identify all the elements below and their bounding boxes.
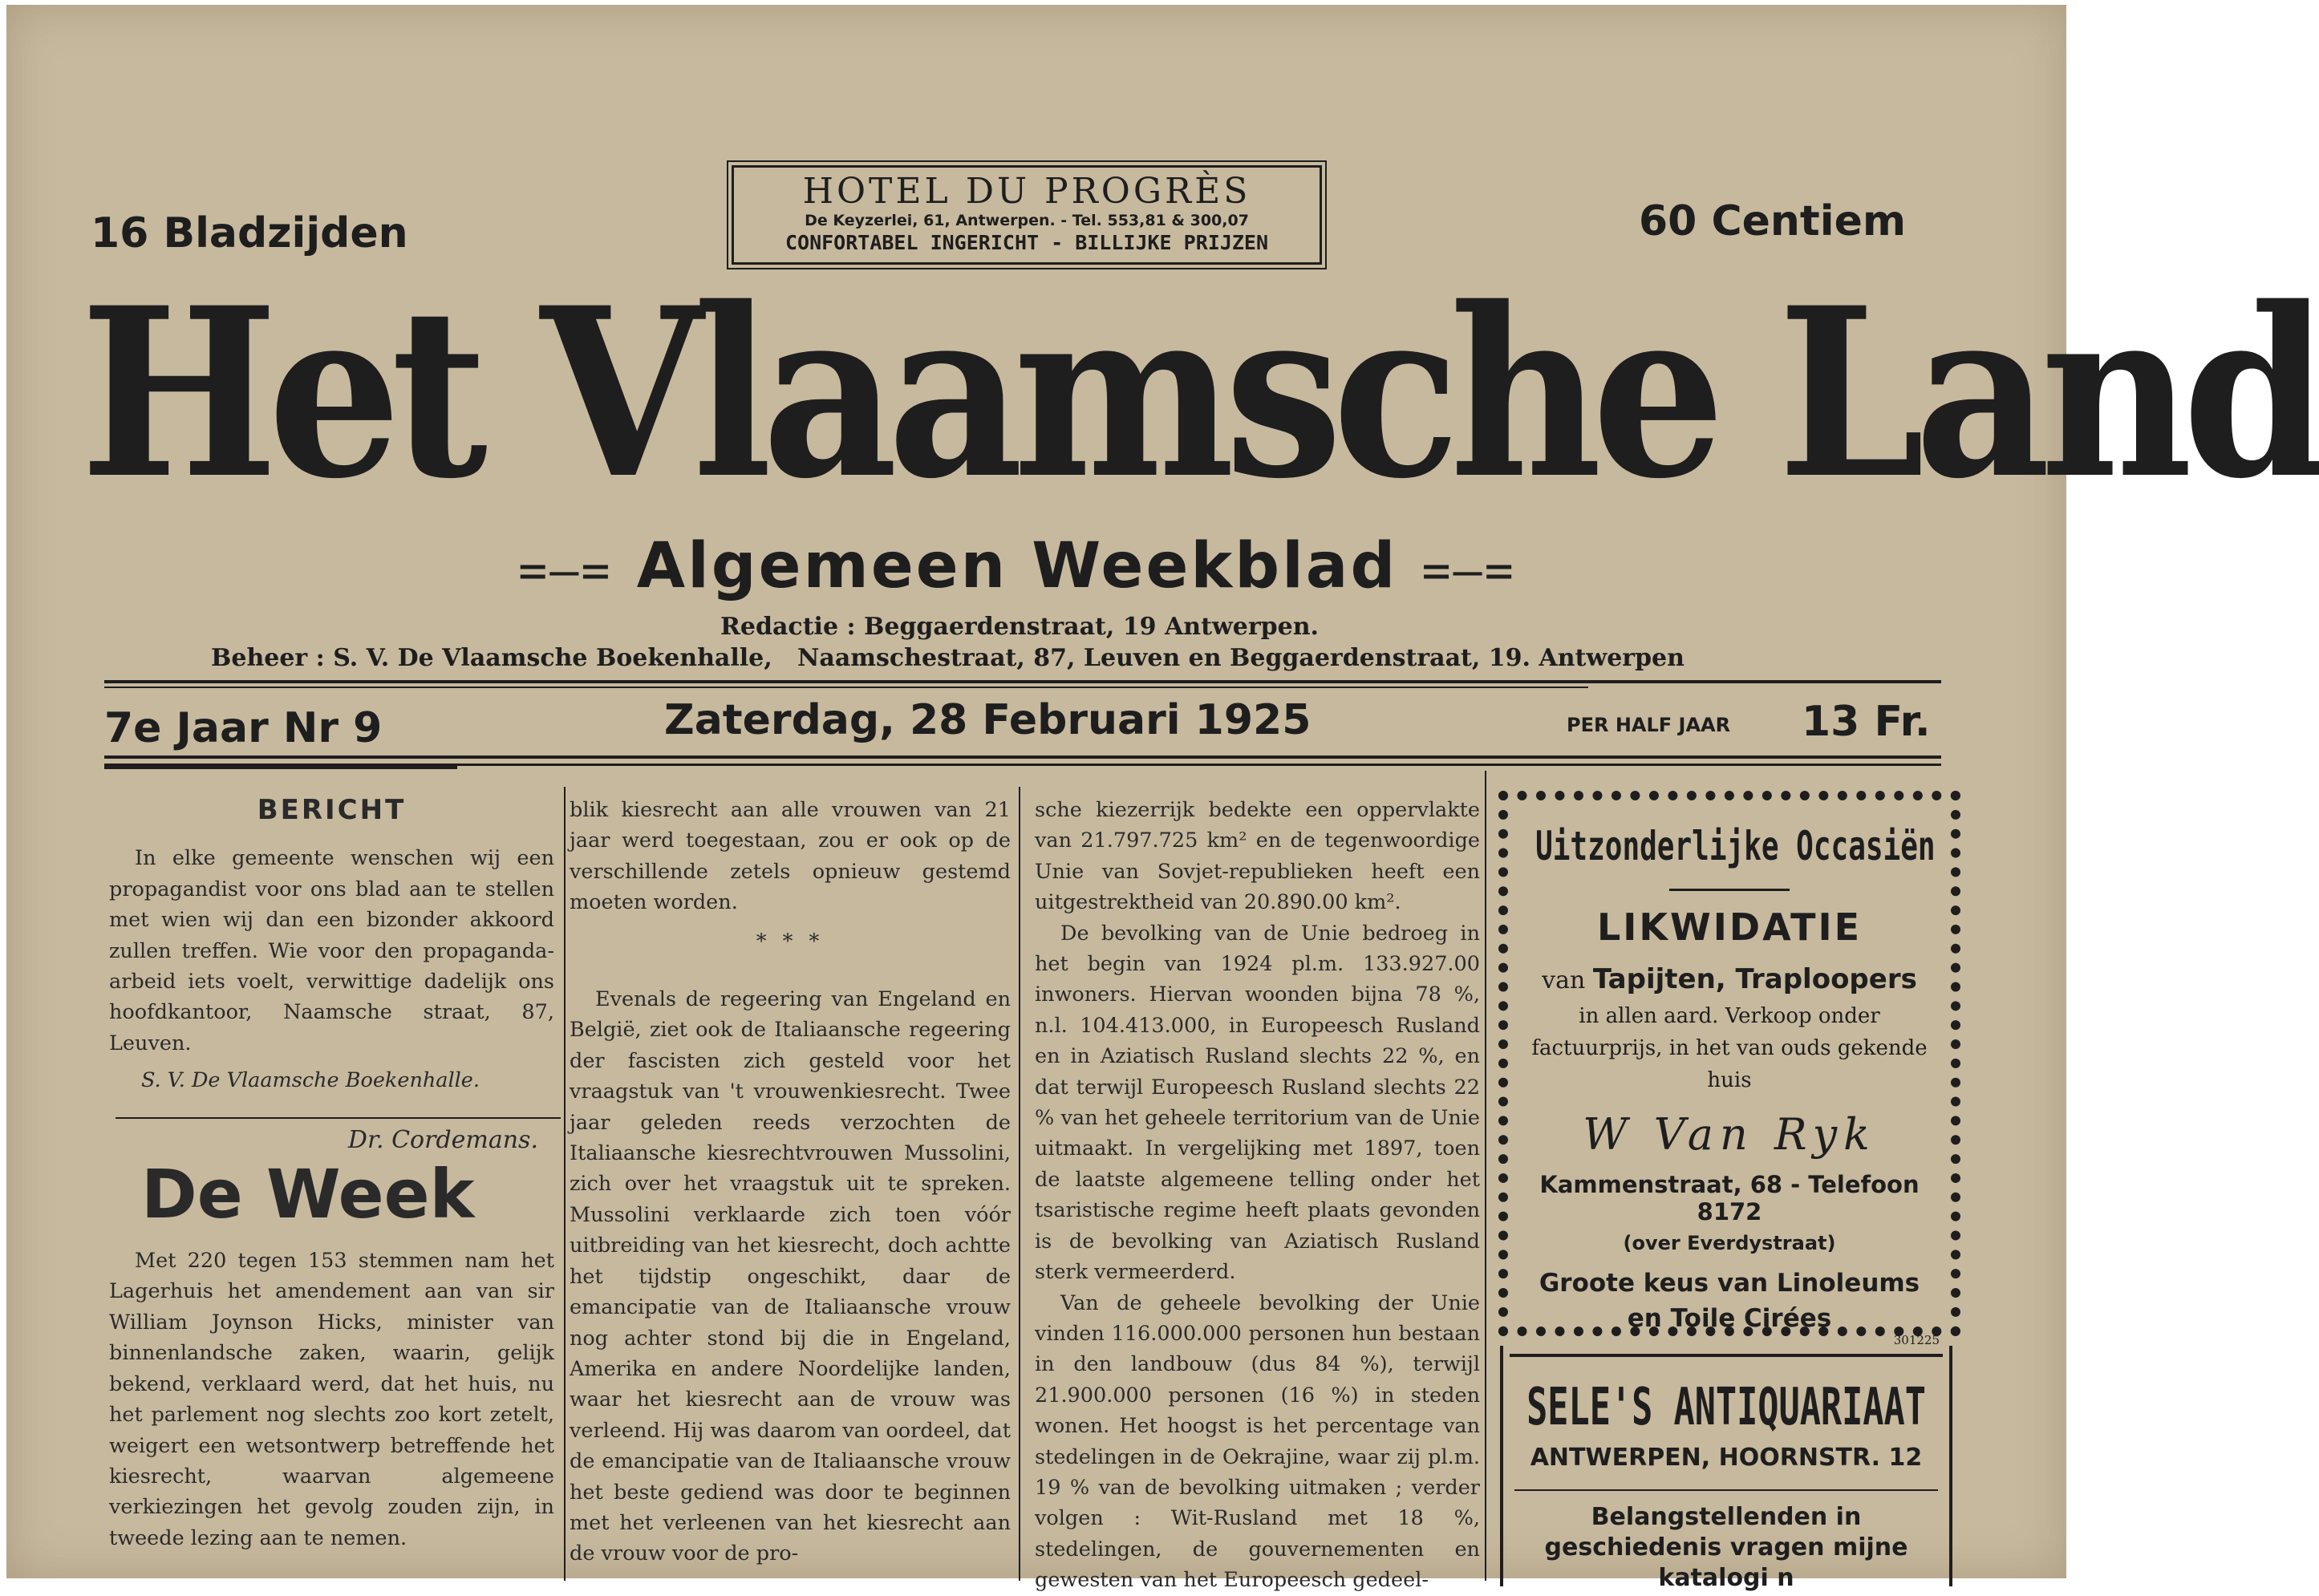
- occasien-line1-prefix: van: [1542, 966, 1586, 994]
- top-rule: [104, 680, 1941, 683]
- issue-number: 7e Jaar Nr 9: [104, 704, 383, 752]
- newspaper-page: [6, 5, 2319, 1593]
- beheer-address: Beheer : S. V. De Vlaamsche Boekenhalle, Naamschestraat, 87, Leuven en Beggaerdenstraat, 19. Antwerpen: [211, 644, 1685, 672]
- column2-paragraph-2: Evenals de regeering van Engeland en België, ziet ook de Italiaansche regeering der fascisten zich gesteld voor het vraagstuk van 't vrouwenkiesrecht. Twee jaar geleden reeds verzochten de Italiaansche kiesrechtvrouwen Mussolini, zich over het vraagstuk uit te spreken. Mussolini verklaarde zich toen vóór uitbreiding van het kiesrecht, doch achtte het tijdstip ongeschikt, daar de emancipatie van de Italiaansche vrouw nog achter stond bij die in Engeland, Amerika en andere Noordelijke landen, waar het kiesrecht aan de vrouw was verleend. Hij was daarom van oordeel, dat de emancipatie van de Italiaansche vrouw het beste gediend was door te beginnen met het verleenen van het kiesrecht aan de vrouw voor de pro-: [570, 987, 1011, 1566]
- ornament-left: =—=: [518, 543, 613, 599]
- ornament-right: =—=: [1421, 543, 1516, 599]
- subtitle: Algemeen Weekblad: [636, 530, 1398, 602]
- redactie-address: Redactie : Beggaerdenstraat, 19 Antwerpen.: [720, 613, 1319, 641]
- occasien-advertisement: [1498, 791, 1960, 1347]
- page-count: 16 Bladzijden: [91, 209, 408, 257]
- notice-text: In elke gemeente wenschen wij een propagandist voor ons blad aan te stellen met wien wij dan een bizonder akkoord zullen treffen. Wie voor den propaganda-arbeid iets voelt, verwittige dadelijk ons hoofdkantoor, Naamsche straat, 87, Leuven.: [109, 846, 554, 1055]
- occasien-offer-line1: Groote keus van Linoleums: [1539, 1269, 1920, 1298]
- top-rule-thin: [104, 687, 1588, 688]
- occasien-firm: W Van Ryk: [1583, 1109, 1876, 1160]
- antiquariaat-address: ANTWERPEN, HOORNSTR. 12: [1530, 1444, 1923, 1472]
- occasien-subheading: LIKWIDATIE: [1596, 905, 1863, 949]
- antiquariaat-top-rule: [1510, 1354, 1943, 1357]
- antiquariaat-heading: SELE'S ANTIQUARIAAT: [1526, 1378, 1926, 1437]
- column-divider-1: [564, 787, 566, 1581]
- masthead-title: Het Vlaamsche Land: [80, 257, 2319, 530]
- occasien-code: 301225: [1893, 1333, 1940, 1347]
- column3-paragraph-1: sche kiezerrijk bedekte een oppervlakte van 21.797.725 km² en de tegenwoordige Unie van Sovjet-republieken heeft een uitgestrektheid van 20.890.00 km².: [1035, 798, 1480, 915]
- subscription-price: 13 Fr.: [1802, 698, 1931, 746]
- hotel-name: HOTEL DU PROGRÈS: [802, 171, 1251, 212]
- subscription-label: PER HALF JAAR: [1567, 714, 1731, 736]
- column-1: [109, 795, 554, 1553]
- hotel-address: De Keyzerlei, 61, Antwerpen. - Tel. 553,81 & 300,07: [805, 212, 1249, 229]
- notice-signature: S. V. De Vlaamsche Boekenhalle.: [141, 1068, 480, 1093]
- occasien-sub-address: (over Everdystraat): [1623, 1232, 1836, 1254]
- hotel-advertisement: [732, 165, 1322, 265]
- bottom-rule-right: [457, 764, 1941, 766]
- notice-divider: [116, 1117, 561, 1119]
- antiquariaat-divider: [1514, 1489, 1938, 1491]
- occasien-address: Kammenstraat, 68 - Telefoon 8172: [1539, 1171, 1920, 1225]
- author-signature: Dr. Cordemans.: [347, 1125, 538, 1154]
- column3-paragraph-3: Van de geheele bevolking der Unie vinden 116.000.000 personen hun bestaan in den landbouw (dus 84 %), terwijl 21.900.000 personen (16 %) in steden wonen. Het hoogst is het percentage van stedelingen in de Oekrajine, waar zij pl.m. 19 % van de bevolking uitmaken ; verder volgen : Wit-Rusland met 18 %, stedelingen, de gouvernementen en gewesten van het Europeesch gedeel-: [1035, 1290, 1480, 1593]
- issue-date: Zaterdag, 28 Februari 1925: [664, 696, 1312, 744]
- occasien-line2: in allen aard. Verkoop onder factuurprijs, in het van ouds gekende huis: [1531, 1004, 1928, 1092]
- bottom-rule-heavy-left: [104, 764, 457, 769]
- occasien-line1: [1508, 963, 1951, 995]
- subtitle-line: [375, 530, 1659, 610]
- column2-paragraph-1: blik kiesrecht aan alle vrouwen van 21 jaar werd toegestaan, zou er ook op de verschillende zetels opnieuw gestemd moeten worden.: [570, 798, 1011, 915]
- occasien-offer-line2: en Toile Cirées: [1627, 1304, 1832, 1333]
- section-stars: * * *: [756, 929, 825, 954]
- hotel-tagline: CONFORTABEL INGERICHT - BILLIJKE PRIJZEN: [784, 231, 1269, 254]
- column3-paragraph-2: De bevolking van de Unie bedroeg in het begin van 1924 pl.m. 133.927.00 inwoners. Hiervan woonden bijna 78 %, n.l. 104.413.000, in Europeesch Rusland en in Aziatisch Rusland slechts 22 %, en dat terwijl Europeesch Rusland slechts 22 % van het geheele territorium van de Unie uitmaakt. In vergelijking met 1897, toen de laatste algemeene telling onder het tsaristische regime heeft plaats gevonden is de bevolking van Aziatisch Rusland sterk vermeerderd.: [1035, 921, 1480, 1285]
- antiquariaat-advertisement: [1500, 1346, 1952, 1592]
- occasien-heading: Uitzonderlijke Occasiën: [1535, 823, 1936, 869]
- week-heading: De Week: [141, 1155, 475, 1234]
- column-3: [1035, 795, 1480, 1596]
- issue-price: 60 Centiem: [1639, 197, 1907, 245]
- notice-heading: BERICHT: [257, 794, 407, 826]
- column-2: [570, 795, 1011, 1570]
- column-divider-2: [1019, 787, 1020, 1581]
- occasien-divider: [1669, 889, 1790, 891]
- bottom-rule: [104, 755, 1941, 759]
- antiquariaat-text: Belangstellenden in geschiedenis vragen mijne katalogi n: [1544, 1503, 1908, 1592]
- week-text: Met 220 tegen 153 stemmen nam het Lagerhuis het amendement aan van sir William Joynson Hicks, minister van binnenlandsche zaken, waarin, gelijk bekend, verklaard werd, dat het huis, nu het parlement nog slechts zoo kort zetelt, weigert een wetsontwerp betreffende het kiesrecht, waarvan algemeene verkiezingen het gevolg zouden zijn, in tweede lezing aan te nemen.: [109, 1249, 554, 1550]
- column-divider-3: [1485, 771, 1486, 1581]
- occasien-products: Tapijten, Traploopers: [1592, 963, 1917, 995]
